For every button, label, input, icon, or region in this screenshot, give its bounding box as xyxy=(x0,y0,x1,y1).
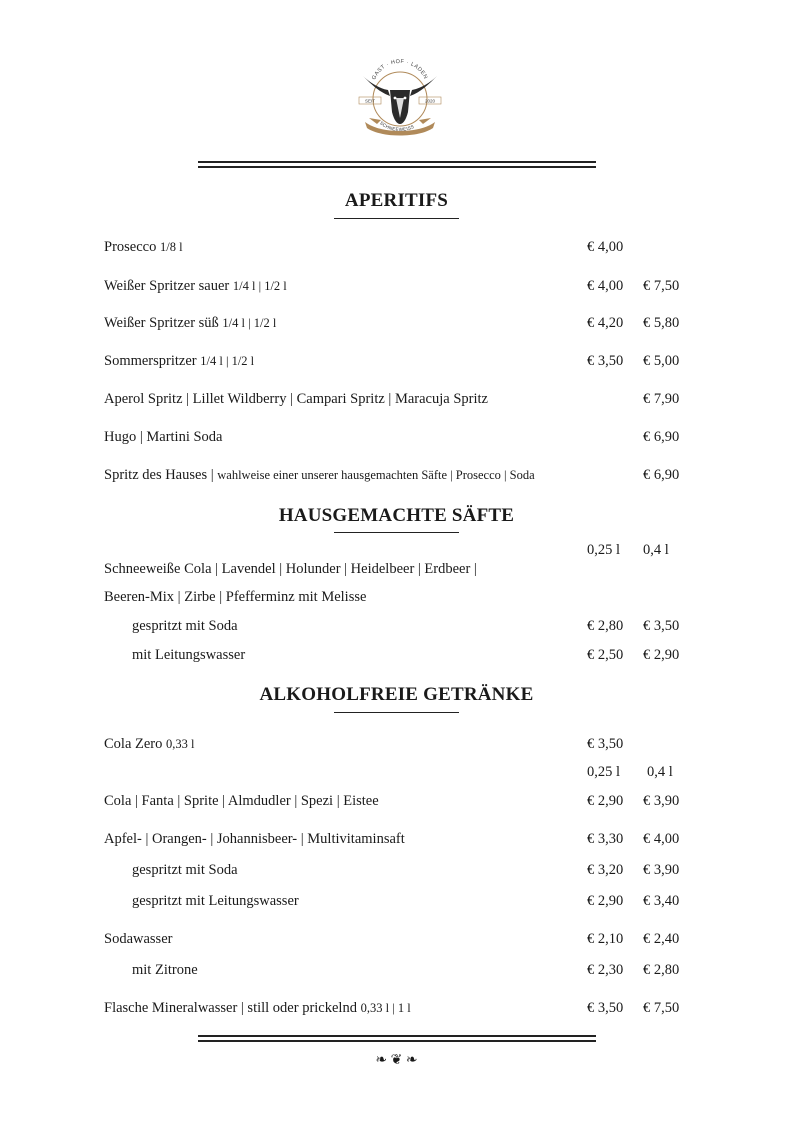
menu-item: Spritz des Hauses | wahlweise einer unserer hausgemachten Säfte | Prosecco | Soda € 6,90 xyxy=(104,464,704,486)
svg-text:GAST · HOF · LADEN xyxy=(371,59,428,81)
menu-item: gespritzt mit Soda € 2,80 € 3,50 xyxy=(132,618,680,634)
floral-ornament: ❧ ❦ ❧ xyxy=(375,1053,418,1068)
menu-item: mit Zitrone € 2,30 € 2,80 xyxy=(132,962,680,978)
top-double-rule xyxy=(198,161,596,168)
title-underline xyxy=(334,218,459,219)
price-large: € 7,90 xyxy=(643,391,680,407)
price-small: € 4,00 xyxy=(587,239,624,255)
logo-right-text: 2020 xyxy=(424,98,436,104)
menu-item: gespritzt mit Soda € 3,20 € 3,90 xyxy=(132,862,680,878)
menu-item: Apfel- | Orangen- | Johannisbeer- | Multivitaminsaft € 3,30 € 4,00 xyxy=(104,831,680,847)
section-title-saefte: HAUSGEMACHTE SÄFTE xyxy=(278,505,515,526)
bottom-double-rule xyxy=(198,1035,596,1042)
gasthof-logo xyxy=(355,54,445,142)
section-title-alkoholfrei: ALKOHOLFREIE GETRÄNKE xyxy=(259,684,534,705)
price-large: € 5,80 xyxy=(643,315,680,331)
juice-list-line: Beeren-Mix | Zirbe | Pfefferminz mit Melisse xyxy=(104,589,367,605)
menu-item: Sommerspritzer 1/4 l | 1/2 l € 3,50 € 5,00 xyxy=(104,350,704,372)
menu-item: Sodawasser € 2,10 € 2,40 xyxy=(104,931,680,947)
price-small: € 4,20 xyxy=(587,315,624,331)
menu-item: Prosecco 1/8 l € 4,00 xyxy=(104,236,704,258)
logo-top-text: GAST · HOF · LADEN xyxy=(371,58,429,81)
size-header: 0,25 l 0,4 l xyxy=(587,542,669,558)
menu-item: Cola Zero 0,33 l € 3,50 xyxy=(104,736,624,752)
price-large: € 6,90 xyxy=(643,467,680,483)
price-large: € 5,00 xyxy=(643,353,680,369)
price-small: € 3,50 xyxy=(587,353,624,369)
menu-item: Hugo | Martini Soda € 6,90 xyxy=(104,426,704,448)
logo-bottom-text: SCHNEEWEISS xyxy=(378,120,416,132)
price-large: € 6,90 xyxy=(643,429,680,445)
title-underline xyxy=(334,532,459,533)
title-underline xyxy=(334,712,459,713)
menu-item: gespritzt mit Leitungswasser € 2,90 € 3,40 xyxy=(132,893,680,909)
menu-item: Weißer Spritzer sauer 1/4 l | 1/2 l € 4,00 € 7,50 xyxy=(104,275,704,297)
juice-list-line: Schneeweiße Cola | Lavendel | Holunder | Heidelbeer | Erdbeer | xyxy=(104,561,477,577)
size-header: 0,25 l 0,4 l xyxy=(587,764,673,780)
menu-item: Flasche Mineralwasser | still oder prickelnd 0,33 l | 1 l € 3,50 € 7,50 xyxy=(104,1000,680,1016)
price-large: € 7,50 xyxy=(643,278,680,294)
section-title-aperitifs: APERITIFS xyxy=(344,190,449,211)
logo-left-text: SEIT xyxy=(364,98,376,104)
menu-item: mit Leitungswasser € 2,50 € 2,90 xyxy=(132,647,680,663)
price-small: € 4,00 xyxy=(587,278,624,294)
menu-item: Weißer Spritzer süß 1/4 l | 1/2 l € 4,20 € 5,80 xyxy=(104,312,704,334)
menu-item: Cola | Fanta | Sprite | Almdudler | Spezi | Eistee € 2,90 € 3,90 xyxy=(104,793,680,809)
menu-item: Aperol Spritz | Lillet Wildberry | Campari Spritz | Maracuja Spritz € 7,90 xyxy=(104,388,704,410)
